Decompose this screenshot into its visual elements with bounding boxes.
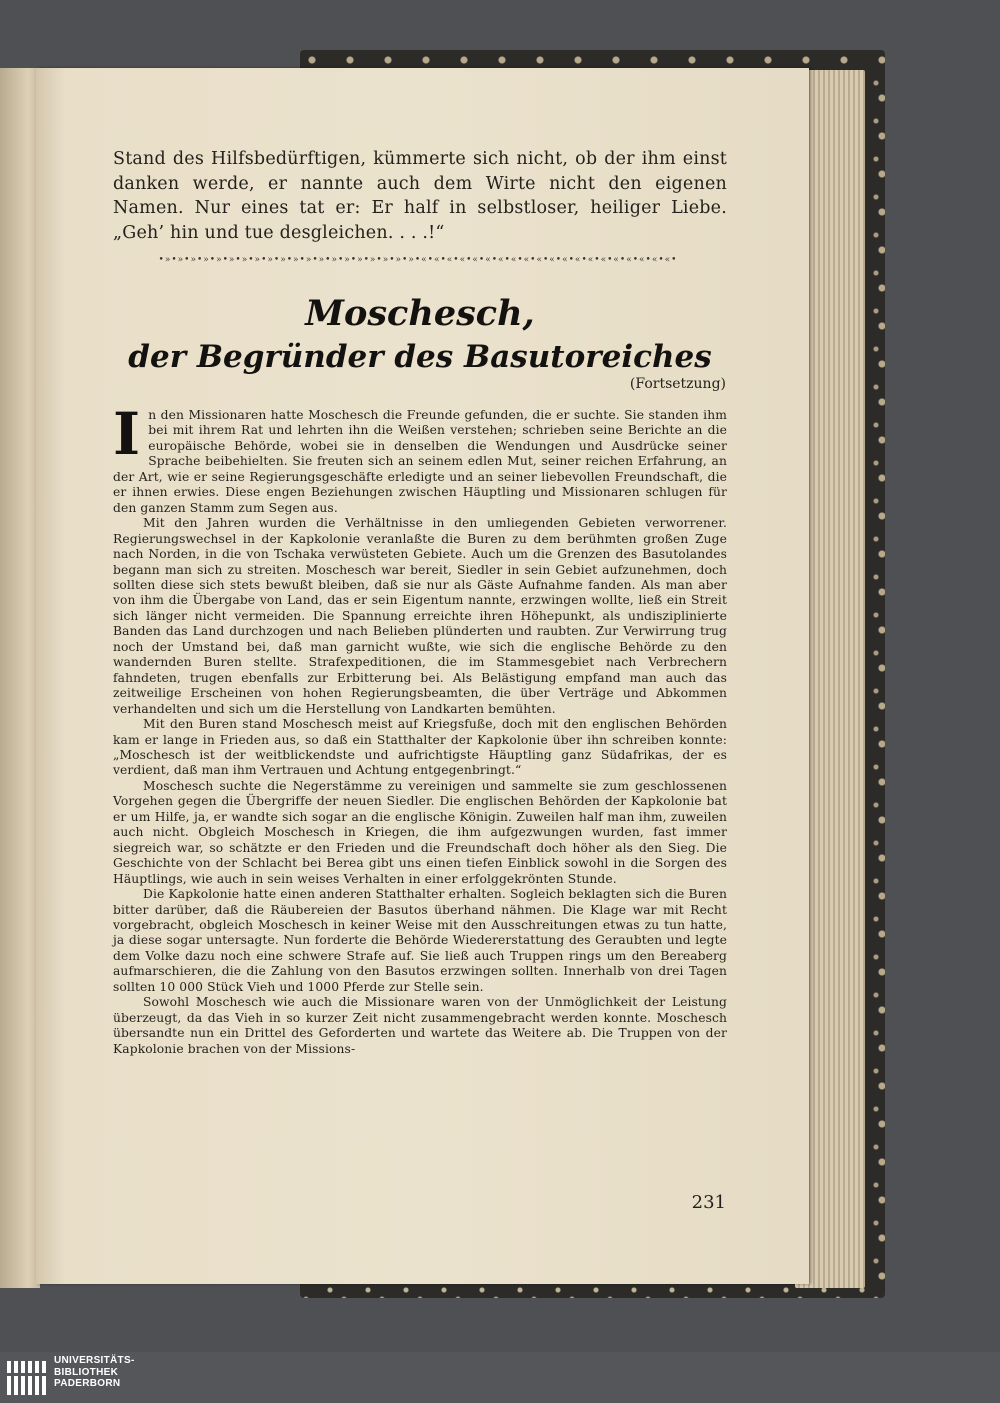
continued-note: (Fortsetzung) (629, 376, 726, 392)
page-number: 231 (691, 1192, 726, 1213)
top-paragraph: Stand des Hilfsbedürftigen, kümmerte sich nicht, ob der ihm einst danken werde, er nannte auch dem Wirte nicht den eigenen Namen. Nur eines tat er: Er half in selbstloser, heiliger Liebe. „Geh’ hin und tue desgleichen. . . .!“ (113, 149, 727, 243)
body-paragraph: Die Kapkolonie hatte einen anderen Statthalter erhalten. Sogleich beklagten sich die Buren bitter darüber, daß die Räubereien der Basutos überhand nähmen. Die Klage war mit Recht vorgebracht, obgleich Moschesch in keiner Weise mit den Ausschreitungen etwas zu tun hatte, ja diese sogar untersagte. Nun forderte die Behörde Wiedererstattung des Geraubten und legte dem Volke dazu noch eine schwere Strafe auf. Sie ließ auch Truppen rings um den Bereaberg aufmarschieren, die die Zahlung von den Basutos erzwingen sollten. Innerhalb von drei Tagen sollten 10 000 Stück Vieh und 1000 Pferde zur Stelle sein. (113, 887, 727, 994)
article-title-line1: Moschesch, (305, 293, 535, 334)
article-body (113, 400, 727, 1057)
body-paragraph: In den Missionaren hatte Moschesch die Freunde gefunden, die er suchte. Sie standen ihm bei mit ihrem Rat und lehrten ihn die Weißen verstehen; schrieben seine Berichte an die europäische Behörde, wobei sie in denselben die Wendungen und Ausdrücke seiner Sprache beibehielten. Sie freuten sich an seinem edlen Mut, seiner reichen Erfahrung, an der Art, wie er seine Regierungsgeschäfte erledigte und an seiner liebevollen Freundschaft, die er ihnen erwies. Diese engen Beziehungen zwischen Häuptling und Missionaren schlugen für den ganzen Stamm zum Segen aus. (113, 400, 727, 515)
body-paragraph: Mit den Jahren wurden die Verhältnisse in den umliegenden Gebieten verworrener. Regierungswechsel in der Kapkolonie veranlaßte die Buren zu dem berühmten großen Zuge nach Norden, in die von Tschaka verwüsteten Gebiete. Auch um die Grenzen des Basutolandes begann man sich zu streiten. Moschesch war bereit, Siedler in sein Gebiet aufzunehmen, doch sollten diese sich stets bewußt bleiben, daß sie nur als Gäste Aufnahme fanden. Als man aber von ihm die Übergabe von Land, das er sein Eigentum nannte, erzwingen wollte, ließ ein Streit sich länger nicht vermeiden. Die Spannung erreichte ihren Höhepunkt, als undisziplinierte Banden das Land durchzogen und nach Belieben plünderten und raubten. Zur Verwirrung trug noch der Umstand bei, daß man garnicht wußte, wie sich die englische Behörde zu den wandernden Buren stellte. Strafexpeditionen, die im Stammesgebiet nach Verbrechern fahndeten, trugen ebenfalls zur Erbitterung bei. Als Belästigung empfand man auch das zeitweilige Erscheinen von hohen Regierungsbeamten, die über Verträge und Abkommen verhandelten und sich um die Herstellung von Landkarten bemühten. (113, 516, 727, 716)
article-title-line2: der Begründer des Basutoreiches (128, 339, 712, 375)
library-logo-text: UNIVERSITÄTS- BIBLIOTHEK PADERBORN (54, 1355, 135, 1389)
footer-bar (0, 1352, 1000, 1403)
left-page-edge (0, 68, 40, 1288)
body-paragraph: Sowohl Moschesch wie auch die Missionare waren von der Unmöglichkeit der Leistung überzeugt, da das Vieh in so kurzer Zeit nicht zusammengebracht werden konnte. Moschesch übersandte nun ein Drittel des Geforderten und wartete das Weitere ab. Die Truppen von der Kapkolonie brachen von der Missions- (113, 995, 727, 1056)
ornamental-divider: •»•»•»•»•»•»•»•»•»•»•»•»•»•»•»•»•»•»•»•»•«•«•«•«•«•«•«•«•«•«•«•«•«•«•«•«•«•«•«•«• (158, 255, 678, 265)
body-paragraph: Moschesch suchte die Negerstämme zu vereinigen und sammelte sie zum geschlossenen Vorgehen gegen die Übergriffe der neuen Siedler. Die englischen Behörden der Kapkolonie bat er um Hilfe, ja, er wandte sich sogar an die englische Königin. Zuweilen half man ihm, zuweilen auch nicht. Obgleich Moschesch in Kriegen, die ihm aufgezwungen wurden, fast immer siegreich war, so schätzte er den Frieden und die Freundschaft doch höher als den Sieg. Die Geschichte von der Schlacht bei Berea gibt uns einen tiefen Einblick sowohl in die Sorgen des Häuptlings, wie auch in sein weises Verhalten in einer erfolggekrönten Stunde. (113, 778, 727, 886)
body-paragraph: Mit den Buren stand Moschesch meist auf Kriegsfuße, doch mit den englischen Behörden kam er lange in Frieden aus, so daß ein Statthalter der Kapkolonie über ihn schreiben konnte: „Moschesch ist der weitblickendste und aufrichtigste Häuptling ganz Südafrikas, der es verdient, daß man ihm Vertrauen und Achtung entgegenbringt.“ (113, 717, 727, 778)
drop-cap: I (113, 400, 141, 468)
library-logo-icon (6, 1357, 48, 1397)
